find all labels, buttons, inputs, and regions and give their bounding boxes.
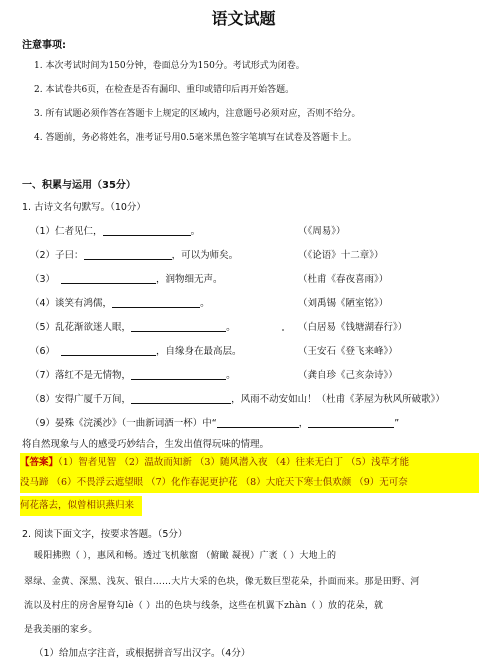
q1-item-6-source: （王安石《登飞来峰》） bbox=[298, 346, 398, 357]
q1-item-2-source: （《论语》十二章》） bbox=[298, 250, 384, 261]
answer-blank[interactable] bbox=[131, 369, 226, 380]
answer-highlight bbox=[20, 453, 479, 516]
q1-item-6: （6） ，自缘身在最高层。 bbox=[30, 346, 242, 357]
answer-row-2: 没马蹄 （6）不畏浮云遮望眼 （7）化作春泥更护花 （8）大庇天下寒士俱欢颜 （9）无可奈 bbox=[20, 473, 479, 493]
q2-sub-1: （1）给加点字注音，或根据拼音写出汉字。（4分） bbox=[34, 648, 251, 659]
notice-item-4: 4. 答题前，务必将姓名，准考证号用0.5毫米黑色签字笔填写在试卷及答题卡上。 bbox=[34, 133, 357, 143]
answer-label: 【答案】 bbox=[20, 457, 59, 468]
answer-blank[interactable] bbox=[61, 345, 156, 356]
q1-title: 1. 古诗文名句默写。（10分） bbox=[22, 202, 146, 213]
q2-title: 2. 阅读下面文字，按要求答题。（5分） bbox=[22, 529, 188, 540]
notice-item-1: 1. 本次考试时间为150分钟，卷面总分为150分。考试形式为闭卷。 bbox=[34, 61, 305, 71]
answer-blank[interactable] bbox=[131, 321, 226, 332]
q1-item-7: （7）落红不是无情物， 。 bbox=[30, 370, 236, 381]
q1-item-1-source: （《周易》） bbox=[298, 226, 346, 237]
answer-blank[interactable] bbox=[112, 297, 200, 308]
q2-para-line-4: 是我美丽的家乡。 bbox=[24, 625, 98, 635]
section-1-heading: 一、积累与运用（35分） bbox=[22, 180, 136, 191]
answer-blank[interactable] bbox=[61, 273, 156, 284]
q1-item-3: （3） ，润物细无声。 bbox=[30, 274, 223, 285]
notice-heading: 注意事项: bbox=[22, 40, 66, 51]
answer-row-1: 【答案】（1）智者见智 （2）温故而知新 （3）随风潜入夜 （4）往来无白丁 （5）浅草才能 bbox=[20, 453, 479, 473]
answer-blank[interactable] bbox=[103, 225, 191, 236]
q1-item-5: （5）乱花渐欲迷人眼， 。 bbox=[30, 322, 236, 333]
q2-para-line-3: 流以及村庄的房舍屋脊勾lè（ ）出的色块与线条，这些在机翼下zhàn（ ）放的花朵，就 bbox=[24, 601, 384, 611]
q1-item-9-tail: 将自然现象与人的感受巧妙结合，生发出值得玩味的情理。 bbox=[22, 439, 270, 450]
q1-item-7-source: （龚自珍《己亥杂诗》） bbox=[298, 370, 398, 381]
notice-item-2: 2. 本试卷共6页，在检查是否有漏印、重印或错印后再开始答题。 bbox=[34, 85, 295, 95]
q2-para-line-1: 暖阳拂煦（ ），惠风和畅。透过飞机舷窗 （俯瞰 凝视）广袤（ ）大地上的 bbox=[34, 551, 337, 561]
answer-blank[interactable] bbox=[84, 249, 172, 260]
q2-para-line-2: 翠绿、金黄、深黑、浅灰、银白……大片大采的色块，像无数巨型花朵，扑面而来。那是田野、河 bbox=[24, 577, 420, 587]
answer-blank[interactable] bbox=[131, 393, 231, 404]
q1-item-3-source: （杜甫《春夜喜雨》） bbox=[298, 274, 389, 285]
q1-item-4: （4）谈笑有鸿儒， 。 bbox=[30, 298, 210, 309]
q1-item-9: （9）晏殊《浣溪沙》（一曲新词酒一杯）中“ ， ” bbox=[30, 418, 400, 429]
notice-item-3: 3. 所有试题必须作答在答题卡上规定的区域内，注意题号必须对应，否则不给分。 bbox=[34, 109, 361, 119]
answer-blank[interactable] bbox=[217, 417, 299, 428]
answer-row-3: 何花落去，似曾相识燕归来 bbox=[20, 496, 142, 516]
q1-item-4-source: （刘禹锡《陋室铭》） bbox=[298, 298, 389, 309]
q1-item-5-source: （白居易《钱塘湖春行》） bbox=[298, 322, 408, 333]
answer-blank[interactable] bbox=[308, 417, 394, 428]
stray-dot bbox=[282, 329, 284, 331]
q1-item-1: （1）仁者见仁， 。 bbox=[30, 226, 201, 237]
q1-item-8: （8）安得广厦千万间， ，风雨不动安如山！（杜甫《茅屋为秋风所破歌》） bbox=[30, 394, 445, 405]
q1-item-2: （2）子曰： ，可以为师矣。 bbox=[30, 250, 239, 261]
page-title: 语文试题 bbox=[211, 9, 276, 28]
